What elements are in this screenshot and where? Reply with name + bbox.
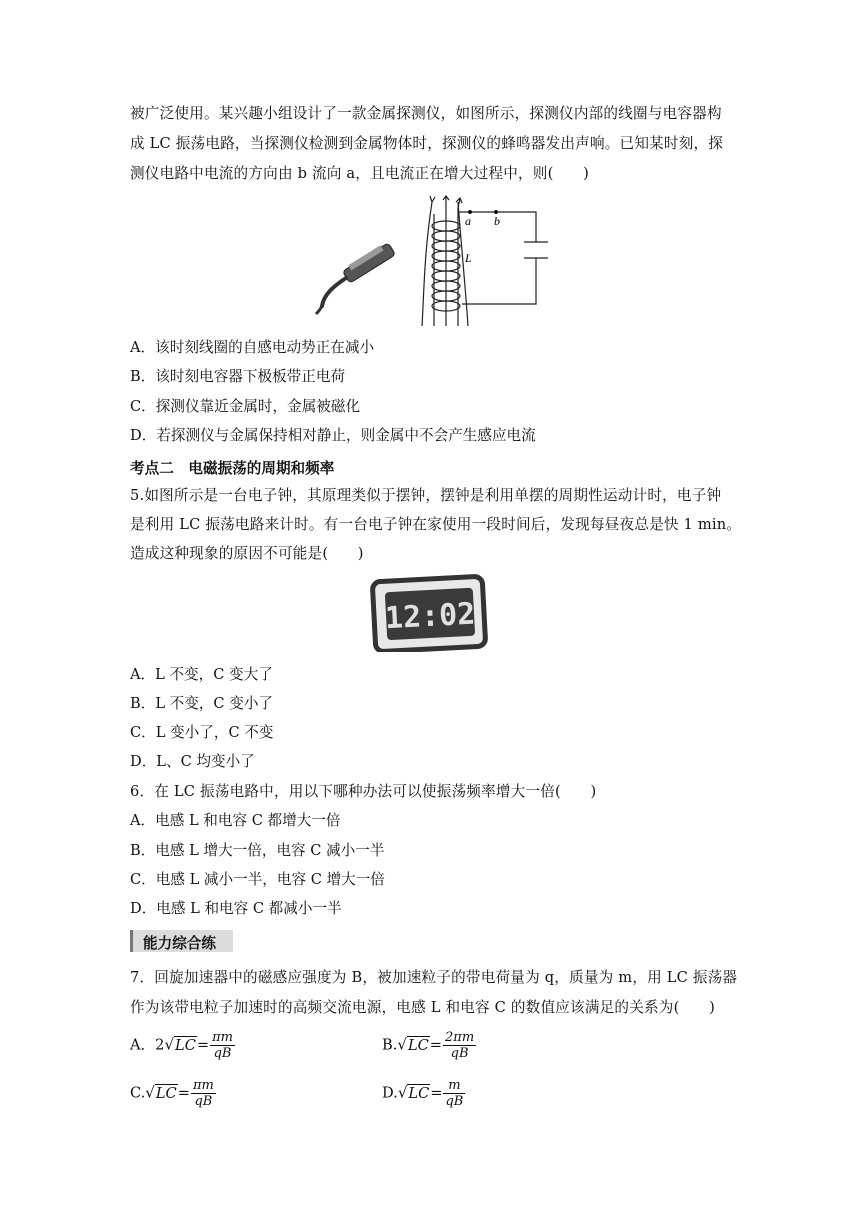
q5-stem-line3: 造成这种现象的原因不可能是( ) — [130, 545, 364, 562]
q7-option-c-fraction — [191, 1078, 216, 1109]
digital-clock-figure — [370, 574, 490, 652]
q7-option-b-eq: = — [429, 1036, 443, 1054]
q4-stem-line2: 成 LC 振荡电路，当探测仪检测到金属物体时，探测仪的蜂鸣器发出声响。已知某时刻，探 — [130, 135, 724, 152]
q7-option-d-radicand: LC — [408, 1084, 430, 1102]
q4-stem-line3: 测仪电路中电流的方向由 b 流向 a，且电流正在增大过程中，则( ) — [130, 165, 589, 182]
q7-option-b-denominator: qB — [450, 1046, 469, 1061]
q6-option-a: A．电感 L 和电容 C 都增大一倍 — [130, 812, 341, 829]
q7-option-c-eq: = — [177, 1084, 190, 1102]
q7-option-d-eq: = — [430, 1084, 443, 1102]
q7-option-c-denominator: qB — [194, 1094, 213, 1109]
q7-option-d-numerator: m — [443, 1078, 465, 1094]
q4-stem-line1: 被广泛使用。某兴趣小组设计了一款金属探测仪，如图所示，探测仪内部的线圈与电容器构 — [130, 105, 722, 122]
q5-option-d: D．L、C 均变小了 — [130, 753, 255, 770]
q4-option-b: B．该时刻电容器下极板带正电荷 — [130, 368, 346, 385]
q6-stem: 6．在 LC 振荡电路中，用以下哪种办法可以使振荡频率增大一倍( ) — [130, 783, 597, 800]
q7-option-d-denominator: qB — [445, 1094, 464, 1109]
q4-option-d: D．若探测仪与金属保持相对静止，则金属中不会产生感应电流 — [130, 427, 536, 444]
q4-option-a: A．该时刻线圈的自感电动势正在减小 — [130, 339, 375, 356]
q7-option-b-numerator: 2πm — [445, 1030, 475, 1045]
q7-option-b-prefix: B. — [382, 1036, 398, 1054]
inductor-label: L — [465, 251, 472, 265]
q7-option-d: D.√LC= $\frac{m}{qB}$ — [382, 1078, 464, 1109]
q5-option-a: A．L 不变，C 变大了 — [130, 666, 273, 683]
q7-option-a-numerator: πm — [212, 1030, 233, 1045]
metal-detector-icon — [316, 243, 396, 314]
q7-option-a-eq: = — [196, 1036, 210, 1054]
inductor-coil — [422, 196, 468, 326]
q6-option-d: D．电感 L 和电容 C 都减小一半 — [130, 900, 342, 917]
q7-option-c: C.√LC= $\frac{\pi m}{qB}$ — [130, 1078, 214, 1109]
q7-option-c-prefix: C. — [130, 1084, 146, 1102]
metal-detector-figure — [312, 194, 552, 330]
q7-option-a-fraction — [210, 1030, 235, 1061]
q5-option-b: B．L 不变，C 变小了 — [130, 695, 274, 712]
section-tag — [130, 930, 233, 952]
q5-stem-line2: 是利用 LC 振荡电路来计时。有一台电子钟在家使用一段时间后，发现每昼夜总是快 1 min。 — [130, 516, 742, 533]
q7-option-b: B.√LC= $\frac{2\pi m}{qB}$ — [382, 1030, 475, 1061]
q7-option-a-prefix: A． — [130, 1036, 156, 1054]
q7-stem-line2: 作为该带电粒子加速时的高频交流电源，电感 L 和电容 C 的数值应该满足的关系为( ) — [130, 999, 715, 1016]
q7-option-b-fraction — [443, 1030, 476, 1061]
q6-option-c: C．电感 L 减小一半，电容 C 增大一倍 — [130, 871, 385, 888]
q4-option-c: C．探测仪靠近金属时，金属被磁化 — [130, 398, 361, 415]
q7-option-c-radicand: LC — [155, 1084, 177, 1102]
point-b-label: b — [494, 214, 500, 228]
q5-option-c: C．L 变小了，C 不变 — [130, 724, 274, 741]
clock-display-text: 12:02 — [384, 596, 477, 637]
q7-option-c-numerator: πm — [192, 1078, 214, 1093]
q7-option-a: A．2√LC= $\frac{\pi m}{qB}$ — [130, 1030, 233, 1061]
q7-option-a-coef: 2 — [155, 1036, 165, 1054]
q7-option-d-prefix: D. — [382, 1084, 398, 1102]
q5-stem-line1: 5.如图所示是一台电子钟，其原理类似于摆钟，摆钟是利用单摆的周期性运动计时，电子钟 — [130, 487, 722, 504]
section-heading: 考点二 电磁振荡的周期和频率 — [130, 460, 335, 477]
q7-stem-line1: 7．回旋加速器中的磁感应强度为 B，被加速粒子的带电荷量为 q，质量为 m，用 LC 振荡器 — [130, 969, 738, 986]
point-a-label: a — [465, 214, 471, 228]
q7-option-d-fraction — [443, 1078, 465, 1109]
q6-option-b: B．电感 L 增大一倍，电容 C 减小一半 — [130, 842, 385, 859]
q7-option-a-radicand: LC — [175, 1036, 196, 1054]
q7-option-b-radicand: LC — [407, 1036, 429, 1054]
q7-option-a-denominator: qB — [213, 1046, 232, 1061]
section-tag-label: 能力综合练 — [143, 935, 216, 952]
